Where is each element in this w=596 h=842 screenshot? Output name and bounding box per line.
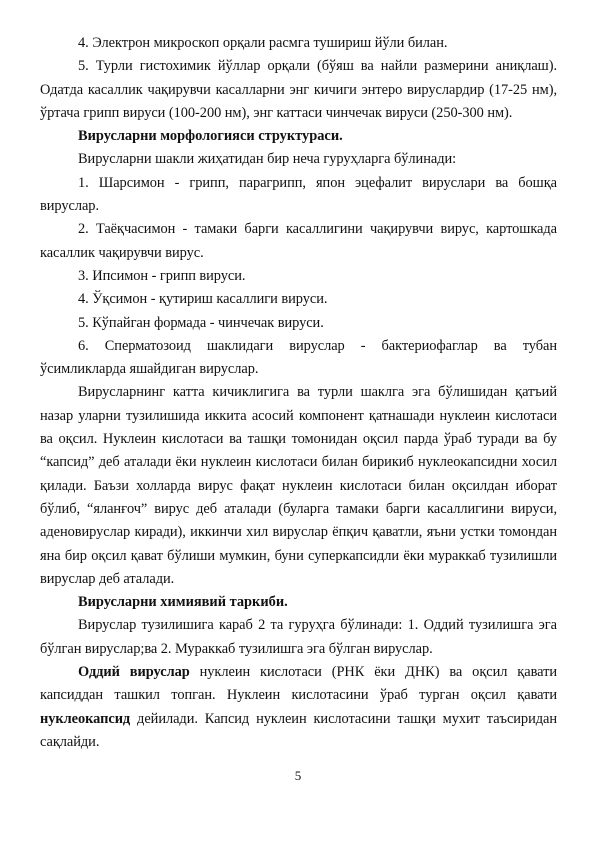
list-item-sperm-shaped: 6. Сперматозоид шаклидаги вируслар - бактериофаглар ва тубан ўсимликларда яшайдиган вируслар. — [40, 337, 557, 378]
paragraph-text: дейилади. Капсид нуклеин кислотасини ташқи мухит таъсиридан сақлайди. — [40, 710, 557, 750]
list-item-rod: 2. Таёқчасимон - тамаки барги касаллигини чақирувчи вирус, картошкада касаллик чақирувчи вирус. — [40, 221, 557, 261]
paragraph-shape-intro: Вирусларни шакли жиҳатидан бир неча гуруҳларга бўлинади: — [78, 151, 457, 168]
paragraph-item-4: 4. Электрон микроскоп орқали расмга тушириш йўли билан. — [78, 35, 448, 51]
paragraph-text: нуклеин кислотаси (РНК ёки ДНК) ва оқсил қавати капсиддан ташкил топган. Нуклеин кислотасини ўраб турган оқсил қавати — [40, 664, 557, 704]
list-item-polyhedral: 5. Кўпайган формада - чинчечак вируси. — [78, 314, 324, 331]
list-item-filament: 3. Ипсимон - грипп вируси. — [78, 267, 246, 284]
list-item-spherical: 1. Шарсимон - грипп, парагрипп, япон эцефалит вируслари ва бошқа вируслар. — [40, 174, 557, 215]
bold-term-simple-viruses: Оддий вируслар — [78, 664, 190, 681]
section-heading-morphology: Вирусларни морфологияси структураси. — [78, 128, 343, 145]
paragraph-groups: Вируслар тузилишига караб 2 та гуруҳга бўлинади: 1. Оддий тузилишга эга бўлган вируслар;ва 2. Мураккаб тузилишга эга бўлган вируслар. — [40, 617, 557, 657]
document-body — [40, 32, 557, 754]
paragraph-item-5: 5. Турли гистохимик йўллар орқали (бўяш ва найли размерини аниқлаш). Одатда касаллик чақирувчи касалларни энг кичиги энтеро вируслардир (17-25 нм), ўртача грипп вируси (100-200 нм), энг каттаси чинчечак вируси (250-300 нм). — [40, 58, 557, 121]
paragraph-structure: Вирусларнинг катта кичиклигига ва турли шаклга эга бўлишидан қатъий назар уларни тузилишида иккита асосий компонент қатнашади нуклеин кислотаси ва оқсил. Нуклеин кислотаси ва ташқи томонидан оқсил парда ўраб туради ва бу “капсид” деб аталади ёки нуклеин кислотаси билан бирикиб нуклеокапсидни хосил қилади. Баъзи холларда вирус фақат нуклеин кислотаси билан оқсилдан иборат бўлиб, “яланғоч” вирус деб аталади (буларга тамаки барги касаллигини вируси, аденовируслар киради), иккинчи хил вируслар ёпқич қаватли, яъни устки томондан яна бир оқсил қават бўлиши мумкин, буни суперкапсидли ёки мураккаб тузилишли вируслар деб аталади. — [40, 384, 557, 587]
bold-term-nucleocapsid: нуклеокапсид — [40, 710, 131, 727]
page-number: 5 — [294, 768, 302, 783]
paragraph-simple-viruses — [40, 661, 557, 754]
section-heading-chemistry: Вирусларни химиявий таркиби. — [78, 594, 288, 611]
list-item-bullet: 4. Ўқсимон - қутириш касаллиги вируси. — [78, 291, 328, 308]
